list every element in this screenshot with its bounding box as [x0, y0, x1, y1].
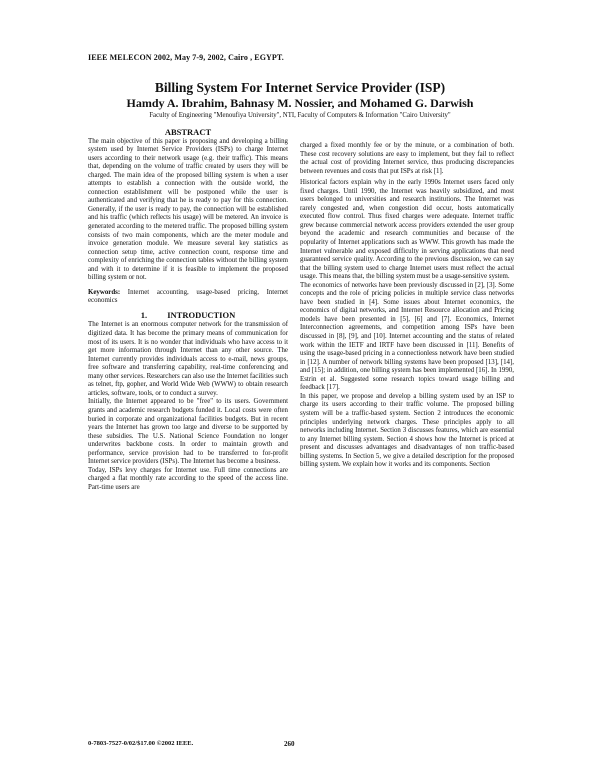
keywords: [88, 289, 288, 306]
body-paragraph: In this paper, we propose and develop a billing system used by an ISP to charge its users according to their traffic volume. The proposed billing system will be a traffic-based system. Section 2 introduces the economic principles underlying network charges. These principles apply to all networks including Internet. Section 3 discusses features, which are essential to any Internet billing system. Section 4 shows how the Internet is priced at present and discusses advantages and disadvantages of non traffic-based billing systems. In Section 5, we give a detailed description for the proposed billing system. We explain how it works and its components. Section: [300, 392, 514, 469]
paper-title: Billing System For Internet Service Provider (ISP): [154, 80, 446, 95]
intro-paragraph: Initially, the Internet appeared to be "free" to its users. Government grants and academic research budgets funded it. Local costs were often buried in corporate and organizational facilities budgets. But in recent years the Internet has grown too large and diverse to be supported by these subsidies. The U.S. National Science Foundation no longer underwrites backbone costs. In order to maintain growth and performance, service provision had to be transferred to for-profit Internet service providers (ISPs). The Internet has become a business.: [88, 398, 288, 466]
abstract-text: The main objective of this paper is proposing and developing a billing system used by Internet Service Providers (ISPs) to charge Internet users according to their network usage (e.g. their traffic). This means that, depending on the volume of traffic created by users they will be charged. The main idea of the proposed billing system is when a user attempts to establish a connection with the outside world, the connection establishment will be postponed while the user is authenticated and verifying that he is ready to pay for this connection. Generally, if the user is ready to pay, the connection will be established and his traffic (which reflects his usage) will be metered. An invoice is generated according to the metered traffic. The proposed billing system consists of two main components, which are the meter module and invoice generation module. We measure several key statistics as connection setup time, active connection count, response time and complexity of enriching the connection tables without the billing system and with it to determine if it is feasible to implement the proposed billing system or not.: [88, 137, 288, 282]
copyright-identifier: 0-7803-7527-0/02/$17.00 ©2002 IEEE.: [88, 740, 194, 747]
introduction-heading: [88, 311, 288, 320]
body-paragraph: Historical factors explain why in the early 1990s Internet users faced only fixed charges. Until 1990, the Internet was heavily subsidized, and most users belonged to universities and research institutions. The Internet was rarely congested and, when congestion did occur, hosts automatically executed flow control. Thus fixed charges were adequate. Internet traffic grew because commercial network access providers extended the user group beyond the academic and research communities and because of the popularity of Internet applications such as WWW. This growth has made the Internet vulnerable and exposed difficulty in serving applications that need guaranteed service quality. According to the previous discussion, we can say that the billing system used to charge Internet users must reflect the actual usage. This means that, the billing system must be a usage-sensitive system.: [300, 179, 514, 281]
left-column: [88, 126, 288, 492]
conference-header: IEEE MELECON 2002, May 7-9, 2002, Cairo , EGYPT.: [88, 53, 284, 62]
keywords-label: Keywords:: [88, 288, 121, 296]
intro-paragraph: The Internet is an enormous computer network for the transmission of digitized data. It has become the primary means of communication for most of its users. It is no wonder that individuals who have access to it get more information through Internet than any other source. The Internet currently provides individuals access to e-mail, news groups, free software and transferring capability, real-time conferencing and many other services. Researchers can also use the Internet facilities such as telnet, ftp, gopher, and World Wide Web (WWW) to obtain research articles, software, tools, or to conduct a survey.: [88, 321, 288, 397]
intro-paragraph: Today, ISPs levy charges for Internet use. Full time connections are charged a flat monthly rate according to the speed of the access line. Part-time users are: [88, 466, 288, 491]
keywords-text: Internet accounting, usage-based pricing, Internet economics: [88, 288, 288, 305]
section-title: INTRODUCTION: [167, 309, 236, 320]
abstract-heading: ABSTRACT: [164, 127, 212, 137]
page-number: 260: [284, 740, 295, 748]
section-number: 1.: [140, 309, 148, 320]
author-list: Hamdy A. Ibrahim, Bahnasy M. Nossier, and Mohamed G. Darwish: [126, 96, 474, 110]
body-paragraph: The economics of networks have been previously discussed in [2], [3]. Some concepts and the role of pricing policies in multiple service class networks have been studied in [4]. Some issues about Internet economics, the economics of digital networks, and Internet Resource allocation and Pricing models have been presented in [5], [6] and [7]. Economics, Internet Interconnection agreements, and competition among ISPs have been discussed in [8], [9], and [10]. Internet accounting and the status of related work within the IETF and IRTF have been discussed in [11]. Benefits of using the usage-based pricing in a connectionless network have been studied in [12]. A number of network billing systems have been proposed [13], [14], and [15]; in addition, one billing system has been implemented [16]. In 1990, Estrin et al. Suggested some research topics toward usage billing and feedback [17].: [300, 281, 514, 392]
affiliation: Faculty of Engineering "Menoufiya University", NTI, Faculty of Computers & Information "Cairo University": [149, 112, 451, 119]
body-paragraph: charged a fixed monthly fee or by the minute, or a combination of both. These cost recovery solutions are easy to implement, but they fail to reflect the actual cost of providing Internet service, thus producing discrepancies between revenues and costs that put ISPs at risk [1].: [300, 142, 514, 175]
right-column: [300, 142, 514, 470]
